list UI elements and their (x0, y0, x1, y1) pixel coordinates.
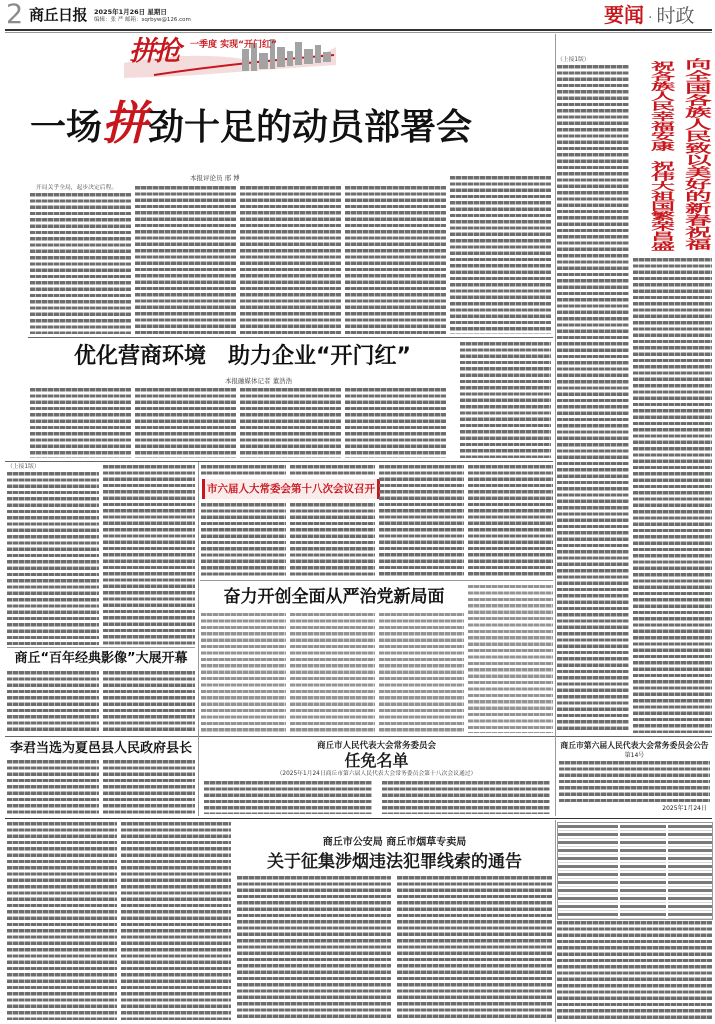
greeting-article-column (633, 258, 712, 733)
party-article-column (379, 613, 464, 733)
notice-body-column (7, 822, 117, 1020)
building (323, 52, 331, 62)
committee-article-column (201, 465, 286, 477)
lead-headline-start: 一场 (30, 107, 103, 148)
building (242, 49, 249, 71)
notice-body-column (397, 876, 552, 1020)
announcement-date: 2025年1月24日 (662, 805, 707, 812)
greeting-headline-main: 向全国各族人民致以美好的新春祝福 (681, 58, 713, 250)
appointment-entries (382, 781, 550, 814)
article-divider (7, 647, 195, 648)
business-byline: 本报融媒体记者 董浩浩 (225, 377, 293, 385)
county-article-column (7, 760, 99, 815)
contact-table-column-divider (666, 823, 668, 919)
lead-article-column (345, 186, 446, 334)
party-headline: 奋力开创全面从严治党新局面 (223, 587, 445, 607)
committee-article-column (468, 465, 553, 577)
notice-title: 关于征集涉烟违法犯罪线索的通告 (267, 852, 522, 872)
building (277, 47, 285, 67)
exhibition-headline: 商丘“百年经典影像”大展开幕 (14, 651, 188, 666)
notice-body-column (237, 876, 391, 1020)
continued-label: （上接1版） (7, 464, 40, 470)
business-headline: 优化营商环境 助力企业“开门红” (74, 344, 411, 369)
appointment-entries (204, 781, 372, 814)
announcement-title: 商丘市第六届人民代表大会常务委员会公告 (560, 741, 709, 750)
building (259, 53, 268, 69)
continued-article-column (7, 472, 99, 645)
section-label (604, 4, 694, 29)
masthead-rule-thin (5, 32, 712, 33)
building (304, 49, 313, 64)
lead-article-column (450, 176, 551, 334)
announcement-number: 第14号 (624, 752, 645, 759)
lead-byline: 本报评论员 邢 博 (190, 174, 240, 182)
exhibition-article-column (7, 671, 99, 733)
article-divider (200, 580, 553, 581)
subsection-name: 时政 (656, 5, 695, 27)
lead-opening-line: 开局关乎全局，起步决定后程。 (36, 185, 118, 191)
lead-headline-end: 劲十足的动员部署会 (148, 107, 473, 148)
section-divider (5, 818, 712, 819)
lead-headline-accent: 拼 (102, 96, 149, 150)
campaign-banner (124, 33, 336, 79)
announcement-body (559, 761, 710, 803)
lead-article-column (135, 186, 236, 334)
business-article-column (460, 342, 551, 458)
committee-article-column (290, 465, 375, 477)
committee-article-column (290, 503, 375, 577)
contact-table (557, 822, 713, 920)
section-divider (5, 461, 553, 462)
greeting-continued-label: （上接1版） (557, 57, 590, 63)
greeting-article-column (557, 65, 629, 733)
notice-body-column (121, 822, 231, 1020)
business-article-column (345, 388, 446, 458)
county-article-column (103, 760, 195, 815)
banner-subtitle: 一季度 实现“开门红” (190, 40, 277, 50)
party-article-column (201, 613, 286, 733)
party-article-column (290, 613, 375, 733)
business-article-column (240, 388, 341, 458)
paper-logo: 商丘日报 (29, 6, 88, 24)
editor-line: 编辑：张 严 邮箱：sqrbyw@126.com (94, 17, 191, 23)
building (315, 45, 321, 63)
lead-article-column (30, 193, 131, 334)
continued-article-column (103, 465, 195, 645)
notice-issuers: 商丘市公安局 商丘市烟草专卖局 (322, 837, 467, 848)
building (287, 51, 293, 66)
section-divider (28, 337, 553, 338)
committee-headline: 市六届人大常委会第十八次会议召开 (202, 479, 380, 499)
appointment-title: 任免名单 (344, 751, 409, 770)
contact-table-column-divider (618, 823, 620, 919)
column-rule (198, 462, 199, 816)
county-headline: 李君当选为夏邑县人民政府县长 (9, 741, 192, 756)
building (295, 42, 302, 65)
issue-date: 2025年1月26日 星期日 (94, 8, 167, 16)
column-rule (555, 820, 556, 1022)
appointment-note: （2025年1月24日商丘市第六届人民代表大会常务委员会第十八次会议通过） (276, 771, 477, 777)
masthead-rule (5, 29, 712, 31)
page-number: 2 (6, 0, 24, 30)
business-article-column (30, 388, 131, 458)
lead-article-column (240, 186, 341, 334)
greeting-headline-sub: 祝各族人民幸福安康 祝伟大祖国繁荣昌盛 (645, 61, 672, 251)
committee-article-column (379, 465, 464, 577)
party-article-column (468, 585, 553, 733)
column-rule (555, 34, 556, 816)
notice-body-column (557, 921, 712, 1020)
section-separator: · (648, 10, 653, 26)
business-article-column (135, 388, 236, 458)
committee-article-column (201, 503, 286, 577)
exhibition-article-column (103, 671, 195, 733)
section-divider (5, 736, 712, 737)
lead-headline (30, 92, 472, 154)
appointment-org: 商丘市人民代表大会常务委员会 (316, 741, 436, 751)
section-name: 要闻 (604, 3, 644, 27)
banner-title: 拼抢 (129, 36, 179, 67)
